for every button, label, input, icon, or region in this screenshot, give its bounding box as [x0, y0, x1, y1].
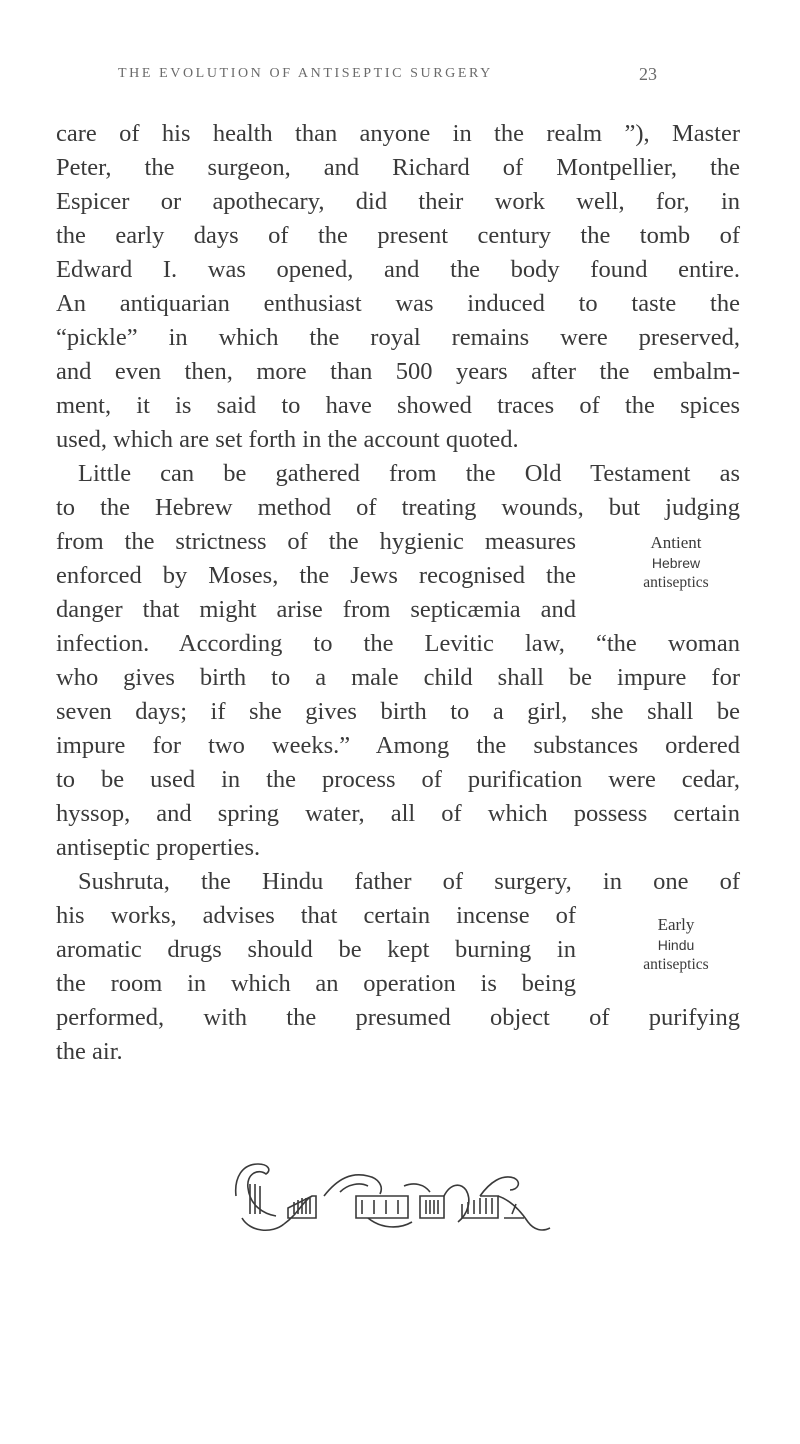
margin-note-line: antiseptics: [643, 956, 709, 973]
page-number: 23: [639, 64, 657, 84]
body-line: danger that might arise from septicæmia and: [56, 596, 576, 623]
body-line: Little can be gathered from the Old Testament as: [78, 460, 740, 487]
margin-note-hindu: [608, 915, 744, 975]
body-line: ment, it is said to have showed traces of the spices: [56, 392, 740, 419]
body-line: antiseptic properties.: [56, 834, 261, 861]
body-line: his works, advises that certain incense of: [56, 902, 576, 929]
tailpiece-ornament-icon: [228, 1156, 572, 1236]
body-line: An antiquarian enthusiast was induced to taste the: [56, 290, 740, 317]
body-line: aromatic drugs should be kept burning in: [56, 936, 576, 963]
body-line: Edward I. was opened, and the body found entire.: [56, 256, 740, 283]
margin-note-line: Early: [657, 915, 695, 934]
body-line: infection. According to the Levitic law, “the woman: [56, 630, 740, 657]
body-line: who gives birth to a male child shall be impure for: [56, 664, 740, 691]
body-line: Sushruta, the Hindu father of surgery, in one of: [78, 868, 740, 895]
margin-note-line: Hebrew: [651, 555, 701, 571]
body-line: hyssop, and spring water, all of which possess certain: [56, 800, 740, 827]
body-line: used, which are set forth in the account quoted.: [56, 426, 519, 453]
body-line: Espicer or apothecary, did their work well, for, in: [56, 188, 740, 215]
body-line: seven days; if she gives birth to a girl, she shall be: [56, 698, 740, 725]
running-title: THE EVOLUTION OF ANTISEPTIC SURGERY: [118, 66, 493, 81]
body-line: the room in which an operation is being: [56, 970, 576, 997]
body-line: “pickle” in which the royal remains were preserved,: [56, 324, 740, 351]
body-line: performed, with the presumed object of purifying: [56, 1004, 740, 1031]
body-line: care of his health than anyone in the realm ”), Master: [56, 120, 740, 147]
margin-note-hebrew: [608, 533, 744, 593]
body-line: to the Hebrew method of treating wounds, but judging: [56, 494, 740, 521]
body-line: the early days of the present century the tomb of: [56, 222, 740, 249]
body-line: enforced by Moses, the Jews recognised the: [56, 562, 576, 589]
body-line: to be used in the process of purification were cedar,: [56, 766, 740, 793]
margin-note-line: Antient: [650, 533, 702, 552]
body-line: Peter, the surgeon, and Richard of Montpellier, the: [56, 154, 740, 181]
body-line: from the strictness of the hygienic measures: [56, 528, 576, 555]
running-head: [0, 66, 800, 90]
body-line: the air.: [56, 1038, 123, 1065]
margin-note-line: antiseptics: [643, 574, 709, 591]
body-line: and even then, more than 500 years after the embalm-: [56, 358, 740, 385]
margin-note-line: Hindu: [657, 937, 695, 953]
body-line: impure for two weeks.” Among the substances ordered: [56, 732, 740, 759]
